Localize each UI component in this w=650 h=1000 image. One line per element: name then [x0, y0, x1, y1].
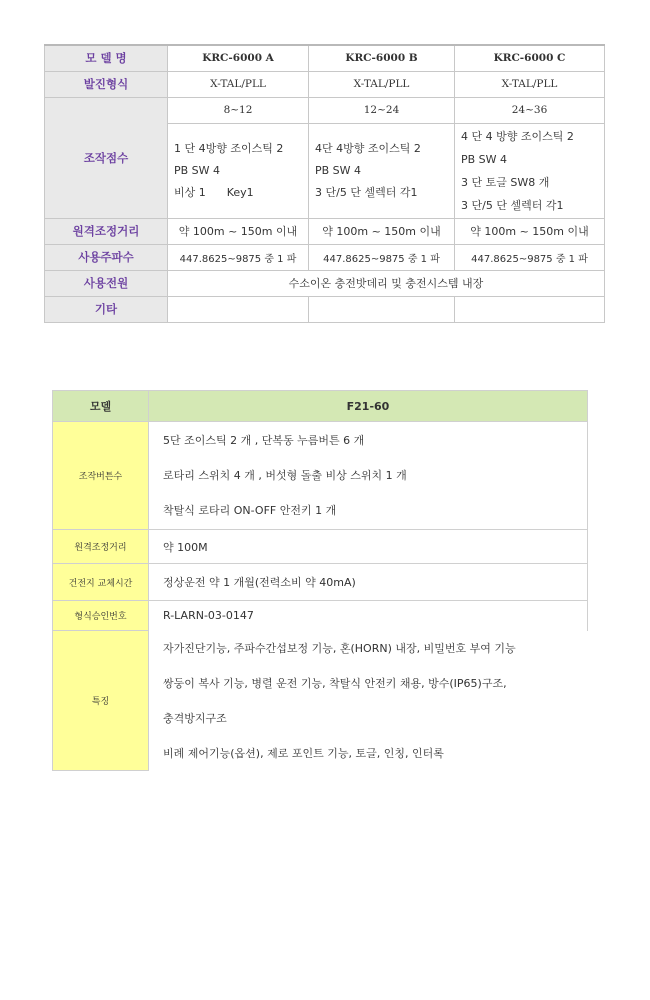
- frequency-row: [45, 244, 605, 270]
- control-c-line: 3 단 토글 SW8 개: [461, 175, 550, 189]
- control-list-a: [168, 123, 309, 218]
- f21-features-row: [53, 631, 588, 771]
- control-b-line: 3 단/5 단 셀렉터 각1: [315, 185, 418, 199]
- frequency-a: 447.8625~9875 중 1 파: [168, 244, 309, 270]
- remote-distance-label: 원격조정거리: [45, 218, 168, 244]
- f21-features-value: [149, 631, 588, 771]
- control-c-line: 4 단 4 방향 조이스틱 2: [461, 129, 574, 143]
- control-points-label: 조작점수: [45, 97, 168, 218]
- control-list-b: [309, 123, 455, 218]
- control-c-line: 3 단/5 단 셀렉터 각1: [461, 198, 564, 212]
- f21-approval-label: 형식승인번호: [53, 601, 149, 631]
- krc-spec-table: [44, 44, 605, 323]
- f21-header-row: [53, 391, 588, 422]
- f21-buttons-label: 조작버튼수: [53, 422, 149, 530]
- other-c: [455, 296, 605, 322]
- f21-spec-table: [52, 390, 588, 771]
- f21-approval-row: [53, 601, 588, 631]
- oscillation-c: X-TAL/PLL: [455, 71, 605, 97]
- f21-features-label: 특징: [53, 631, 149, 771]
- control-range-c: 24~36: [455, 97, 605, 123]
- frequency-label: 사용주파수: [45, 244, 168, 270]
- control-range-row: [45, 97, 605, 123]
- f21-battery-row: [53, 564, 588, 601]
- f21-model-value: F21-60: [149, 391, 588, 422]
- f21-buttons-line: 착탈식 로타리 ON-OFF 안전키 1 개: [163, 504, 337, 517]
- remote-distance-a: 약 100m ~ 150m 이내: [168, 218, 309, 244]
- oscillation-b: X-TAL/PLL: [309, 71, 455, 97]
- f21-battery-label: 건전지 교체시간: [53, 564, 149, 601]
- control-b-line: 4단 4방향 조이스틱 2: [315, 141, 421, 155]
- f21-distance-value: 약 100M: [149, 530, 588, 564]
- power-label: 사용전원: [45, 270, 168, 296]
- control-list-c: [455, 123, 605, 218]
- oscillation-a: X-TAL/PLL: [168, 71, 309, 97]
- f21-features-line: 충격방지구조: [163, 711, 227, 725]
- control-a-line: 1 단 4방향 조이스틱 2: [174, 141, 284, 155]
- f21-battery-value: 정상운전 약 1 개월(전력소비 약 40mA): [149, 564, 588, 601]
- power-row: [45, 270, 605, 296]
- header-row: [45, 45, 605, 71]
- f21-features-line: 쌍둥이 복사 기능, 병렬 운전 기능, 착탈식 안전키 채용, 방수(IP65)구조,: [163, 676, 507, 690]
- remote-distance-row: [45, 218, 605, 244]
- model-name-label: 모 델 명: [45, 45, 168, 71]
- f21-buttons-line: 로타리 스위치 4 개 , 버섯형 돌출 비상 스위치 1 개: [163, 469, 407, 482]
- remote-distance-c: 약 100m ~ 150m 이내: [455, 218, 605, 244]
- other-b: [309, 296, 455, 322]
- frequency-c: 447.8625~9875 중 1 파: [455, 244, 605, 270]
- f21-distance-label: 원격조정거리: [53, 530, 149, 564]
- model-a-header: KRC-6000 A: [168, 45, 309, 71]
- control-range-a: 8~12: [168, 97, 309, 123]
- control-b-line: PB SW 4: [315, 163, 362, 177]
- power-value: 수소이온 충전밧데리 및 충전시스템 내장: [168, 270, 605, 296]
- f21-approval-value: R-LARN-03-0147: [149, 601, 588, 631]
- f21-buttons-value: [149, 422, 588, 530]
- other-a: [168, 296, 309, 322]
- control-a-line: 비상 1 Key1: [174, 185, 254, 199]
- remote-distance-b: 약 100m ~ 150m 이내: [309, 218, 455, 244]
- oscillation-row: [45, 71, 605, 97]
- oscillation-label: 발진형식: [45, 71, 168, 97]
- f21-features-line: 비례 제어기능(옵션), 제로 포인트 기능, 토글, 인칭, 인터록: [163, 746, 444, 760]
- f21-buttons-line: 5단 조이스틱 2 개 , 단복동 누름버튼 6 개: [163, 434, 365, 447]
- f21-features-line: 자가진단기능, 주파수간섭보정 기능, 혼(HORN) 내장, 비밀번호 부여 기능: [163, 641, 516, 655]
- control-c-line: PB SW 4: [461, 152, 508, 166]
- control-range-b: 12~24: [309, 97, 455, 123]
- f21-model-label: 모델: [53, 391, 149, 422]
- model-c-header: KRC-6000 C: [455, 45, 605, 71]
- other-row: [45, 296, 605, 322]
- other-label: 기타: [45, 296, 168, 322]
- f21-distance-row: [53, 530, 588, 564]
- model-b-header: KRC-6000 B: [309, 45, 455, 71]
- frequency-b: 447.8625~9875 중 1 파: [309, 244, 455, 270]
- control-a-line: PB SW 4: [174, 163, 221, 177]
- f21-buttons-row: [53, 422, 588, 530]
